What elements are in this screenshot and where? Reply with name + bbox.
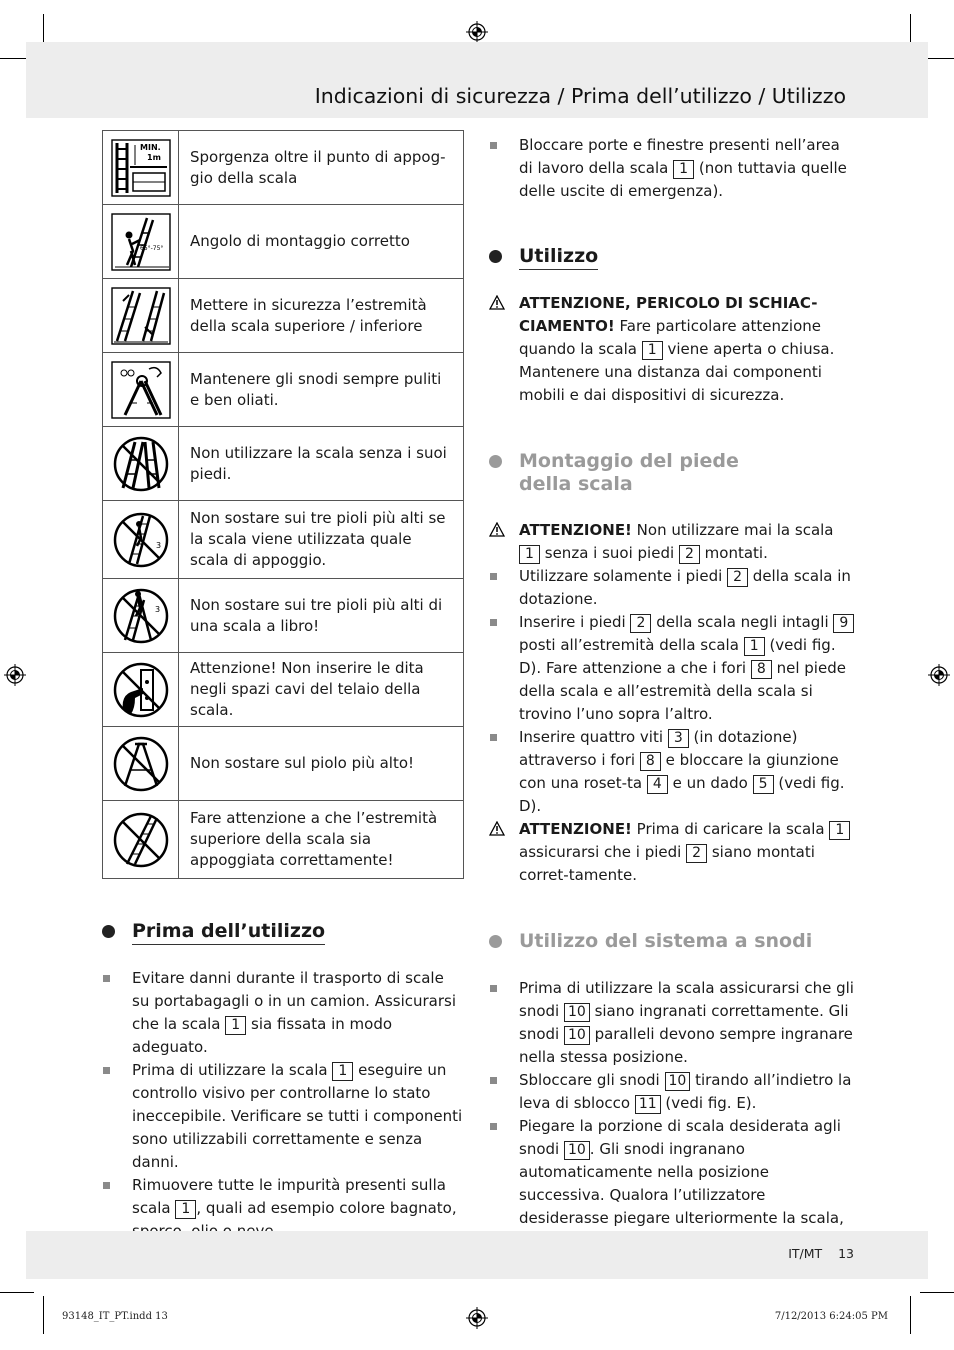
part-number: 1 [673,160,694,179]
list-item: Rimuovere tutte le impurità presenti sulla scala 1 , quali ad esempio colore bagnato, [102,1174,464,1243]
crop-mark [920,1292,954,1293]
warning-triangle-icon [489,821,505,836]
table-row [103,279,464,353]
part-number: 2 [727,568,748,587]
part-number: 11 [635,1095,661,1114]
section-heading: Utilizzo [489,245,857,270]
section-heading: Prima dell’utilizzo [102,920,464,945]
part-number: 1 [519,545,540,564]
crop-mark [0,1292,34,1293]
prima-section [102,920,464,1243]
no-feet-prohibited-icon [111,434,171,494]
warning-item: ATTENZIONE! Non utilizzare mai la scala 1 senza i suoi piedi 2 montati. [489,519,857,565]
page-title: Indicazioni di sicurezza / Prima dell’utilizzo / Utilizzo [314,84,846,108]
rung-count-label: 3 [154,604,160,614]
part-number: 9 [833,614,854,633]
ladder-angle-icon [111,213,171,271]
warning-item: ATTENZIONE! Prima di caricare la scala 1 assicurarsi che i piedi 2 siano montati corret-tamente. [489,818,857,887]
list-item: Prima di utilizzare la scala assicurarsi che gli snodi 10 siano ingranati correttamente. Gli snodi 10 paralleli devono sempre ingranare nella stessa posizione. [489,977,857,1069]
ladder-secure-ends-icon [111,287,171,345]
part-number: 2 [630,614,651,633]
right-column [489,134,857,1276]
registration-mark-icon [4,664,26,686]
bullet-dot-icon [489,455,502,468]
registration-mark-icon [466,21,488,43]
list-item: Utilizzare solamente i piedi 2 della scala in dotazione. [489,565,857,611]
table-row [103,801,464,879]
list-item: Piegare la porzione di scala desiderata agli snodi 10 . Gli snodi ingranano automaticamente nella posizione successiva. Qualora l’utilizzatore desiderasse piegare ulteriormente la scala, [489,1115,857,1276]
angle-range-label: 65°-75° [139,244,163,252]
symbol-description: Non utilizzare la scala senza i suoi piedi. [179,427,464,501]
square-bullet-icon [490,142,497,149]
crop-mark [43,1296,44,1334]
bullet-dot-icon [489,250,502,263]
section-heading: Montaggio del piede della scala [489,450,857,496]
finger-pinch-prohibited-icon [111,660,171,720]
print-slug-file: 93148_IT_PT.indd 13 [62,1311,168,1322]
table-row [103,579,464,653]
no-top-three-rungs-icon [111,510,171,570]
list-item: Inserire quattro viti 3 (in dotazione) attraverso i fori 8 e bloccare la giunzione con una roset-ta 4 e un dado 5 (vedi fig. D). [489,726,857,818]
part-number: 1 [225,1016,246,1035]
ladder-top-lean-icon [111,810,171,870]
part-number: 5 [753,775,774,794]
no-top-rung-icon [111,734,171,794]
page-number: 13 [838,1246,854,1261]
part-number: 1 [175,1200,196,1219]
table-row [103,131,464,205]
list-item: Inserire i piedi 2 della scala negli intagli 9 posti all’estremità della scala 1 (vedi fig. D). Fare attenzione a che i fori 8 nel piede della scala e all’estremità della scala si trovino l’uno sopra l’altro. [489,611,857,726]
square-bullet-icon [490,1077,497,1084]
no-top-three-stepladder-icon [111,586,171,646]
square-bullet-icon [103,975,110,982]
square-bullet-icon [103,1067,110,1074]
square-bullet-icon [490,1123,497,1130]
part-number: 4 [647,775,668,794]
square-bullet-icon [490,985,497,992]
symbol-description: Mettere in sicurezza l’estremità della scala superiore / inferiore [179,279,464,353]
table-row [103,501,464,579]
part-number: 10 [564,1003,590,1022]
registration-mark-icon [928,664,950,686]
table-row [103,653,464,727]
symbol-description: Mantenere gli snodi sempre puliti e ben oliati. [179,353,464,427]
part-number: 1 [829,821,850,840]
part-number: 10 [564,1141,590,1160]
warning-triangle-icon [489,522,505,537]
rung-count-label: 3 [155,540,161,550]
square-bullet-icon [490,573,497,580]
symbol-description: Non sostare sui tre pioli più alti se la scala viene utilizzata quale scala di appoggio. [179,501,464,579]
part-number: 10 [564,1026,590,1045]
part-number: 8 [640,752,661,771]
table-row [103,727,464,801]
symbol-description: Angolo di montaggio corretto [179,205,464,279]
ladder-overhang-icon [111,139,171,197]
overhang-badge-length: 1m [146,152,161,162]
list-item: Evitare danni durante il trasporto di scale su portabagagli o in un camion. Assicurarsi che la scala 1 sia fissata in modo adeguato. [102,967,464,1059]
part-number: 1 [642,341,663,360]
safety-symbol-table [102,130,464,879]
symbol-description: Non sostare sul piolo più alto! [179,727,464,801]
symbol-description: Non sostare sui tre pioli più alti di una scala a libro! [179,579,464,653]
square-bullet-icon [103,1182,110,1189]
symbol-description: Sporgenza oltre il punto di appog-gio della scala [179,131,464,205]
list-item: Sbloccare gli snodi 10 tirando all’indietro la leva di sblocco 11 (vedi fig. E). [489,1069,857,1115]
section-heading: Utilizzo del sistema a snodi [489,930,857,953]
bullet-dot-icon [102,925,115,938]
list-item: Bloccare porte e finestre presenti nell’area di lavoro della scala 1 (non tuttavia quelle delle uscite di emergenza). [489,134,857,203]
crop-mark [910,1296,911,1334]
symbol-description: Attenzione! Non inserire le dita negli spazi cavi del telaio della scala. [179,653,464,727]
part-number: 10 [665,1072,691,1091]
part-number: 3 [668,729,689,748]
print-slug-date: 7/12/2013 6:24:05 PM [774,1311,888,1322]
bullet-dot-icon [489,935,502,948]
table-row [103,205,464,279]
joints-oil-icon [111,361,171,419]
page-footer: IT/MT 13 [788,1246,854,1261]
square-bullet-icon [490,619,497,626]
part-number: 2 [679,545,700,564]
part-number: 1 [332,1062,353,1081]
part-number: 2 [686,844,707,863]
table-row [103,353,464,427]
table-row [103,427,464,501]
symbol-description: Fare attenzione a che l’estremità superiore della scala sia appoggiata correttamente! [179,801,464,879]
registration-mark-icon [466,1307,488,1329]
square-bullet-icon [490,734,497,741]
overhang-badge-min: MIN. [139,142,161,152]
part-number: 8 [751,660,772,679]
part-number: 1 [744,637,765,656]
warning-item: ATTENZIONE, PERICOLO DI SCHIAC-CIAMENTO! Fare particolare attenzione quando la scala 1 viene aperta o chiusa. Mantenere una distanza dai componenti mobili e dai dispositivi di sicurezza. [489,292,857,407]
list-item: Prima di utilizzare la scala 1 eseguire un controllo visivo per controllarne lo stato ineccepibile. Verificare se tutti i componenti sono utilizzabili correttamente e senza danni. [102,1059,464,1174]
warning-triangle-icon [489,295,505,310]
